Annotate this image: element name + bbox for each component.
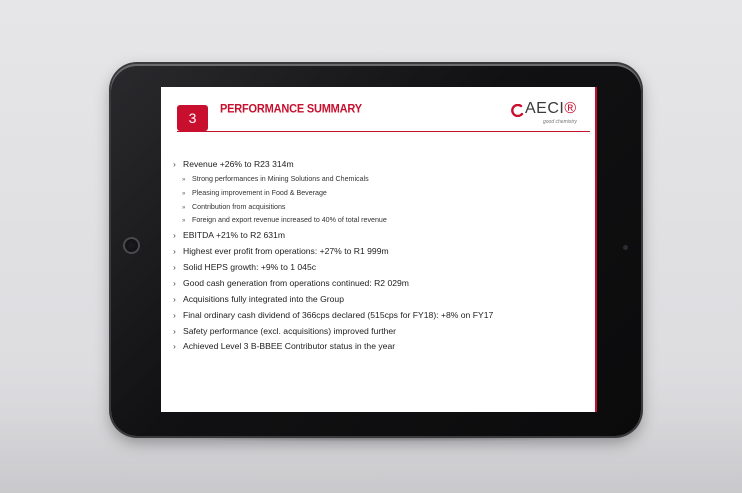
section-number-badge: 3 [177, 105, 208, 131]
bullet-item [173, 244, 588, 260]
sub-bullet-arrow-icon: » [182, 218, 186, 225]
bullet-arrow-icon: › [173, 159, 176, 169]
bullet-text: EBITDA +21% to R2 631m [183, 230, 285, 241]
sub-bullet-text: Strong performances in Mining Solutions and Chemicals [192, 174, 369, 183]
bullet-item [173, 260, 588, 276]
logo-swoosh-icon [511, 104, 524, 117]
logo-tagline: good chemistry [543, 119, 577, 125]
slide-edge-rule [595, 87, 597, 412]
logo-wordmark [525, 100, 577, 118]
bullet-text: Solid HEPS growth: +9% to 1 045c [183, 261, 317, 272]
slide-title: PERFORMANCE SUMMARY [220, 102, 362, 116]
bullet-item [173, 339, 588, 355]
bullet-item [173, 276, 588, 292]
sub-bullet-text: Foreign and export revenue increased to 40% of total revenue [192, 216, 387, 225]
sub-bullet-item [173, 173, 588, 187]
home-button[interactable] [123, 237, 140, 254]
bullet-item [173, 308, 588, 324]
bullet-arrow-icon: › [173, 230, 176, 241]
sub-bullet-arrow-icon: » [182, 190, 186, 197]
bullet-text: Acquisitions fully integrated into the Group [183, 293, 344, 304]
bullet-text: Revenue +26% to R23 314m [183, 159, 294, 169]
logo-name: AECI [525, 100, 565, 117]
bullet-arrow-icon: › [173, 325, 176, 336]
bullet-text: Achieved Level 3 B-BBEE Contributor status in the year [183, 341, 396, 352]
sub-bullet-arrow-icon: » [182, 204, 186, 211]
bullet-text: Safety performance (excl. acquisitions) improved further [183, 325, 397, 336]
slide-screen [161, 87, 597, 412]
camera-icon [623, 245, 628, 250]
sub-bullet-text: Contribution from acquisitions [192, 202, 286, 211]
sub-bullet-text: Pleasing improvement in Food & Beverage [192, 188, 327, 197]
sub-bullet-item [173, 201, 588, 215]
sub-bullet-arrow-icon: » [182, 176, 186, 183]
bullet-arrow-icon: › [173, 309, 176, 320]
bullet-arrow-icon: › [173, 277, 176, 288]
logo-registered: ® [564, 100, 577, 117]
bullet-arrow-icon: › [173, 261, 176, 272]
bullet-arrow-icon: › [173, 293, 176, 304]
sub-bullet-item [173, 187, 588, 201]
bullet-text: Highest ever profit from operations: +27% to R1 999m [183, 246, 389, 256]
bullet-item [173, 157, 588, 173]
bullet-arrow-icon: › [173, 246, 176, 256]
bullet-arrow-icon: › [173, 341, 176, 352]
bullet-item [173, 228, 588, 244]
bullet-item [173, 292, 588, 308]
header-divider [177, 131, 590, 132]
bullet-item [173, 324, 588, 340]
sub-bullet-item [173, 214, 588, 228]
company-logo [511, 100, 585, 128]
bullet-text: Good cash generation from operations continued: R2 029m [183, 277, 409, 288]
bullet-list [173, 157, 588, 355]
bullet-text: Final ordinary cash dividend of 366cps declared (515cps for FY18): +8% on FY17 [183, 309, 494, 320]
